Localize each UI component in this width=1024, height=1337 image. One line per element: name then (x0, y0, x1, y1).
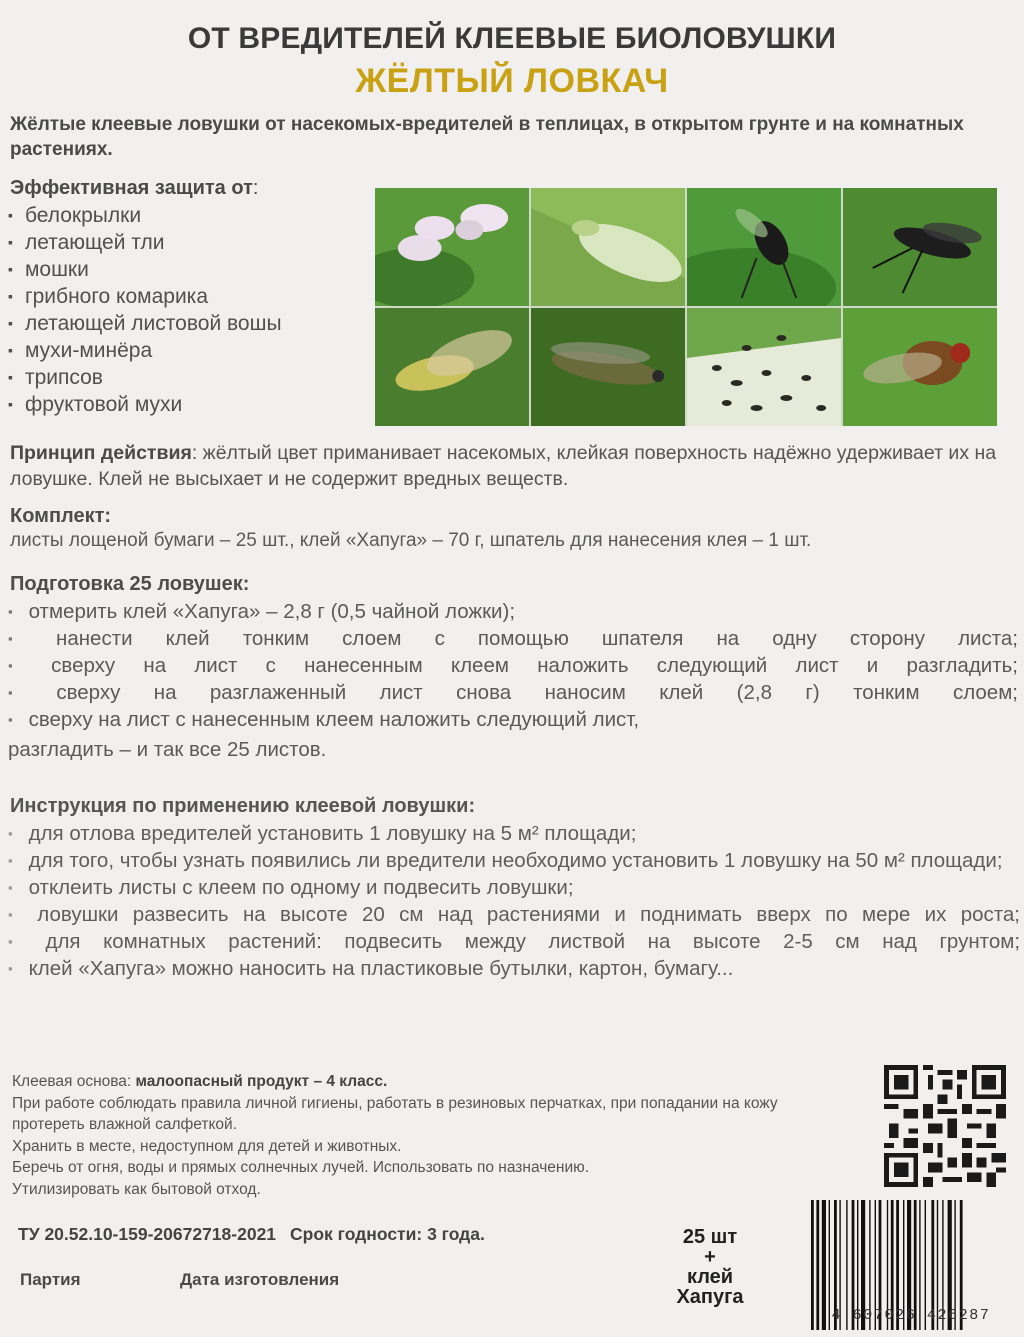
fungus-gnat-photo (687, 188, 841, 306)
qr-code[interactable] (880, 1065, 1010, 1187)
package-count: 25 шт + клей Хапуга (676, 1226, 744, 1308)
list-item: ▪ грибного комарика (8, 283, 282, 310)
fly-photo (843, 188, 997, 306)
product-name: ЖЁЛТЫЙ ЛОВКАЧ (355, 62, 669, 100)
kit-text: листы лощеной бумаги – 25 шт., клей «Хапуга» – 70 г, шпатель для нанесения клея – 1 шт. (10, 530, 812, 551)
hazard-class-line: Клеевая основа: малоопасный продукт – 4 класс. (12, 1073, 388, 1090)
lacewing-photo (531, 188, 685, 306)
safety-line: Утилизировать как бытовой отход. (12, 1180, 261, 1198)
safety-line: При работе соблюдать правила личной гигиены, работать в резиновых перчатках, при попадании на кожу протереть влажной салфеткой. (12, 1094, 778, 1133)
intro-text: Жёлтые клеевые ловушки от насекомых-вредителей в теплицах, в открытом грунте и на комнатных растениях. (10, 114, 964, 160)
barcode-digits: 4 607026 426287 (831, 1307, 991, 1324)
list-item: ▪ летающей тли (8, 229, 282, 256)
list-item: ▪ белокрылки (8, 202, 282, 229)
manufacture-date-label: Дата изготовления (180, 1270, 340, 1289)
fruit-fly-photo (843, 308, 997, 426)
preparation-list (8, 598, 1018, 733)
instructions-heading: Инструкция по применению клеевой ловушки: (10, 795, 476, 817)
list-item: ▪ мошки (8, 256, 282, 283)
shelf-life: Срок годности: 3 года. (290, 1224, 485, 1244)
title-line-1: ОТ ВРЕДИТЕЛЕЙ КЛЕЕВЫЕ БИОЛОВУШКИ (187, 22, 837, 55)
tech-spec-line (18, 1224, 485, 1245)
instructions-list (8, 820, 1020, 982)
list-item: ▪ отмерить клей «Хапуга» – 2,8 г (0,5 чайной ложки); (8, 598, 1018, 625)
list-item: ▪ летающей листовой вошы (8, 310, 282, 337)
safety-line: Хранить в месте, недоступном для детей и животных. (12, 1137, 402, 1155)
whitefly-photo (375, 188, 529, 306)
safety-notes (12, 1071, 812, 1200)
list-item: ▪ клей «Хапуга» можно наносить на пластиковые бутылки, картон, бумагу... (8, 955, 1020, 982)
list-item: ▪ мухи-минёра (8, 337, 282, 364)
list-item: ▪ фруктовой мухи (8, 391, 282, 418)
batch-label: Партия (20, 1270, 81, 1289)
principle-paragraph: Принцип действия: жёлтый цвет приманивает насекомых, клейкая поверхность надёжно удерживает их на ловушке. Клей не высыхает и не содержит вредных веществ. (10, 442, 997, 490)
safety-line: Беречь от огня, воды и прямых солнечных лучей. Использовать по назначению. (12, 1159, 590, 1176)
list-item: ▪ для отлова вредителей установить 1 ловушку на 5 м² площади; (8, 820, 1020, 847)
tu-number: ТУ 20.52.10-159-20672718-2021 (18, 1224, 277, 1244)
kit-heading: Комплект: (10, 505, 112, 527)
list-item: ▪ сверху на лист с нанесенным клеем наложить следующий лист, (8, 706, 1018, 733)
aphid-colony-photo (687, 308, 841, 426)
protection-list (8, 202, 282, 418)
list-item: ▪ отклеить листы с клеем по одному и подвесить ловушки; (8, 874, 1020, 901)
list-item: ▪ сверху на разглаженный лист снова наносим клей (2,8 г) тонким слоем; (8, 679, 1018, 706)
list-item: ▪ для того, чтобы узнать появились ли вредители необходимо установить 1 ловушку на 50 м² площади; (8, 847, 1020, 874)
list-item: ▪ трипсов (8, 364, 282, 391)
list-item: ▪ нанести клей тонким слоем с помощью шпателя на одну сторону листа; (8, 625, 1018, 652)
list-item: ▪ сверху на лист с нанесенным клеем наложить следующий лист и разгладить; (8, 652, 1018, 679)
preparation-tail: разгладить – и так все 25 листов. (8, 738, 327, 761)
psyllid-photo (375, 308, 529, 426)
list-item: ▪ для комнатных растений: подвесить между листвой на высоте 2-5 см над грунтом; (8, 928, 1020, 955)
preparation-heading: Подготовка 25 ловушек: (10, 573, 250, 595)
pest-photo-grid (375, 188, 997, 426)
leafhopper-photo (531, 308, 685, 426)
protection-heading: Эффективная защита от: (10, 177, 259, 199)
list-item: ▪ ловушки развесить на высоте 20 см над растениями и поднимать вверх по мере их роста; (8, 901, 1020, 928)
